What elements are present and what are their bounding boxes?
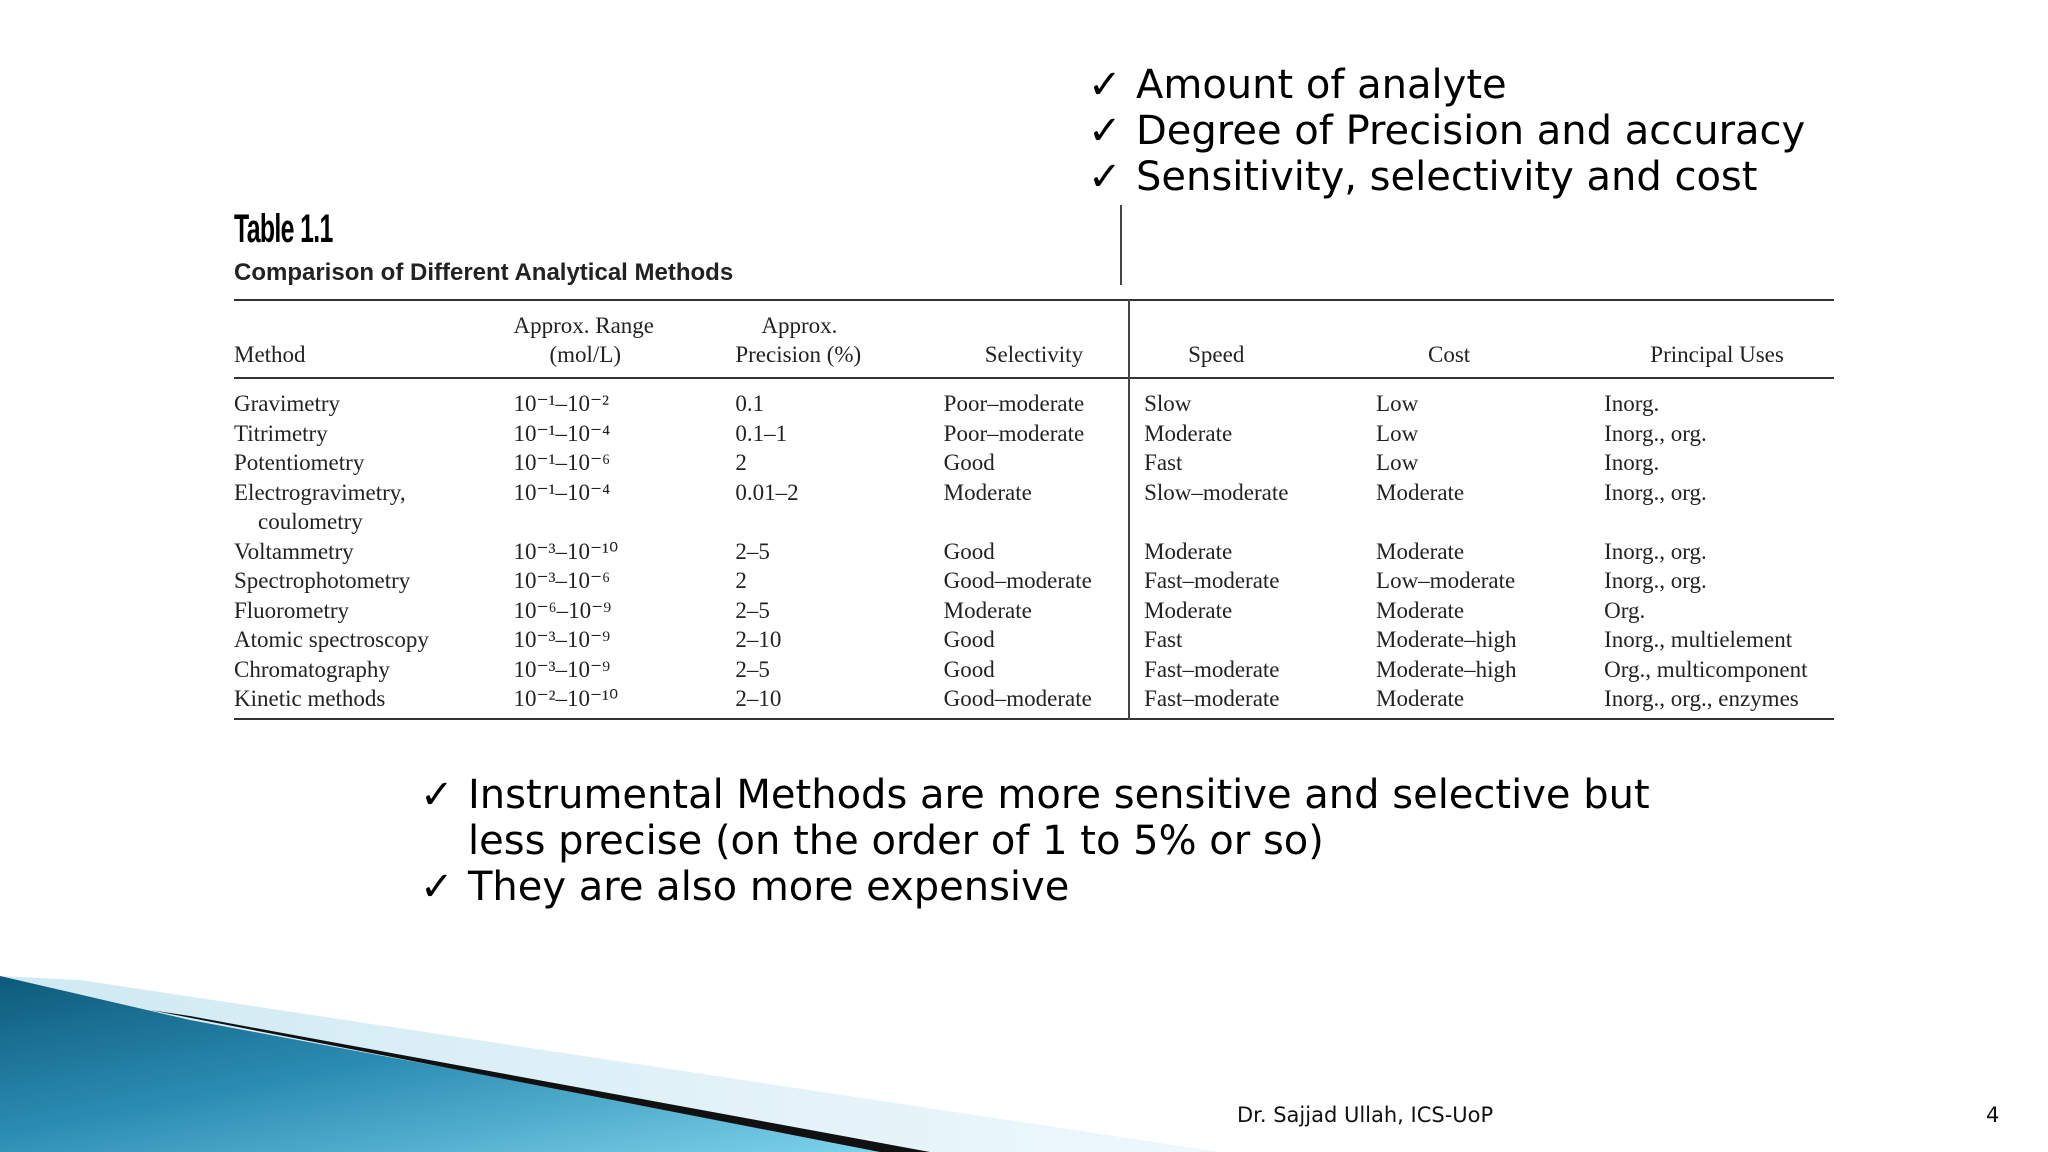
table-label: Table 1.1 (234, 207, 333, 251)
cell-precision-text: 2 (735, 450, 747, 475)
top-bullet-item (1088, 108, 1805, 154)
cell-precision (735, 537, 943, 567)
cell-range-text: 10⁻³–10⁻⁹ (513, 656, 611, 682)
comparison-table (234, 299, 1834, 720)
cell-selectivity (944, 478, 1129, 537)
cell-cost (1376, 537, 1604, 567)
cell-cost-text: Moderate (1376, 538, 1465, 564)
header-uses: Principal Uses (1650, 342, 1784, 367)
table-row (234, 655, 1834, 685)
cell-speed-text: Moderate (1144, 538, 1233, 564)
cell-speed (1129, 566, 1376, 596)
cell-precision-text: 0.1–1 (735, 420, 788, 446)
cell-method-text: Electrogravimetry, (234, 479, 406, 505)
cell-selectivity (944, 684, 1129, 719)
cell-method (234, 378, 513, 419)
cell-uses (1604, 478, 1834, 537)
cell-selectivity-text: Moderate (943, 597, 1032, 623)
table-row (234, 625, 1834, 655)
cell-cost-text: Low (1376, 391, 1419, 416)
cell-uses (1604, 378, 1834, 419)
cell-cost-text: Low–moderate (1376, 568, 1516, 593)
cell-precision-text: 0.01–2 (735, 479, 799, 505)
cell-speed (1129, 655, 1376, 685)
cell-precision-text: 2–10 (735, 627, 782, 652)
top-bullet-item (1088, 154, 1805, 200)
cell-cost (1376, 448, 1604, 478)
cell-range (513, 596, 735, 626)
cell-uses-text: Inorg. (1604, 391, 1660, 416)
cell-speed (1129, 378, 1376, 419)
cell-method-text: Chromatography (234, 656, 390, 682)
cell-precision (735, 596, 943, 626)
cell-uses-text: Inorg., org. (1604, 568, 1707, 593)
cell-uses (1604, 684, 1834, 719)
cell-range-text: 10⁻³–10⁻⁹ (513, 627, 611, 652)
cell-range-text: 10⁻¹–10⁻⁴ (513, 420, 611, 446)
cell-precision-text: 2–5 (735, 538, 770, 564)
page-number: 4 (1986, 1103, 2000, 1127)
cell-uses-text: Inorg., org. (1604, 420, 1707, 446)
cell-cost (1376, 478, 1604, 537)
cell-precision-text: 2–10 (735, 686, 782, 711)
cell-selectivity-text: Poor–moderate (943, 391, 1085, 416)
bottom-bullet-list (420, 772, 1650, 910)
bottom-bullet-text: Instrumental Methods are more sensitive and selective but (468, 772, 1650, 818)
cell-speed-text: Fast–moderate (1144, 686, 1280, 711)
cell-method-text: Fluorometry (234, 597, 349, 623)
cell-uses (1604, 566, 1834, 596)
cell-uses (1604, 625, 1834, 655)
cell-method-text: Spectrophotometry (234, 568, 411, 593)
bottom-bullet-text-cont: less precise (on the order of 1 to 5% or so) (468, 818, 1324, 864)
cell-cost-text: Moderate (1376, 597, 1465, 623)
cell-method (234, 596, 513, 626)
cell-selectivity-text: Good–moderate (943, 568, 1092, 593)
top-bullet-text: Degree of Precision and accuracy (1136, 108, 1806, 154)
cell-uses (1604, 537, 1834, 567)
cell-speed (1129, 625, 1376, 655)
table-row (234, 448, 1834, 478)
table-row (234, 566, 1834, 596)
cell-speed (1129, 478, 1376, 537)
cell-precision-text: 0.1 (735, 391, 765, 416)
cell-cost (1376, 625, 1604, 655)
table-header-row (234, 300, 1834, 378)
cell-speed-text: Moderate (1144, 420, 1233, 446)
cell-method (234, 625, 513, 655)
bottom-bullet-item (420, 772, 1650, 864)
cell-cost-text: Low (1376, 420, 1419, 446)
cell-range-text: 10⁻³–10⁻¹⁰ (513, 538, 619, 564)
cell-precision (735, 419, 943, 449)
cell-precision (735, 625, 943, 655)
cell-range (513, 378, 735, 419)
cell-cost-text: Moderate–high (1376, 656, 1517, 682)
cell-uses-text: Org., multicomponent (1604, 656, 1808, 682)
cell-selectivity (944, 419, 1129, 449)
cell-speed (1129, 448, 1376, 478)
cell-speed (1129, 684, 1376, 719)
cell-range (513, 655, 735, 685)
check-icon: ✓ (420, 864, 454, 910)
table-caption: Comparison of Different Analytical Methods (234, 259, 734, 286)
cell-range-text: 10⁻¹–10⁻⁴ (513, 479, 611, 505)
cell-range (513, 448, 735, 478)
cell-method-text: Voltammetry (234, 538, 354, 564)
cell-precision-text: 2 (735, 568, 747, 593)
top-bullet-text: Sensitivity, selectivity and cost (1136, 154, 1758, 200)
cell-speed-text: Fast (1144, 450, 1183, 475)
cell-selectivity-text: Good (943, 538, 995, 564)
cell-selectivity-text: Good (943, 627, 995, 652)
header-precision-line2: Precision (%) (735, 342, 862, 367)
cell-method-text: Atomic spectroscopy (234, 627, 429, 652)
header-precision-line1: Approx. (761, 313, 838, 338)
cell-speed (1129, 537, 1376, 567)
cell-cost-text: Moderate (1376, 479, 1465, 505)
cell-uses-text: Inorg., multielement (1604, 627, 1793, 652)
cell-range (513, 625, 735, 655)
header-speed-text: Speed (1188, 342, 1245, 367)
cell-range (513, 478, 735, 537)
cell-speed (1129, 596, 1376, 626)
cell-method-text: Potentiometry (234, 450, 365, 475)
top-bullet-list (1088, 62, 1805, 200)
cell-speed-text: Slow–moderate (1144, 479, 1289, 505)
cell-precision (735, 478, 943, 537)
cell-method (234, 566, 513, 596)
comparison-table-figure (234, 205, 1834, 720)
cell-uses (1604, 596, 1834, 626)
cell-selectivity-text: Good (943, 656, 995, 682)
cell-range-text: 10⁻³–10⁻⁶ (513, 568, 611, 593)
cell-precision (735, 566, 943, 596)
cell-uses-text: Org. (1604, 597, 1646, 623)
header-range-line1: Approx. Range (513, 313, 655, 338)
cell-range-text: 10⁻⁶–10⁻⁹ (513, 597, 612, 623)
cell-uses-text: Inorg., org. (1604, 479, 1707, 505)
cell-uses (1604, 448, 1834, 478)
header-selectivity: Selectivity (944, 300, 1129, 378)
bottom-bullet-item (420, 864, 1650, 910)
header-cost-text: Cost (1428, 342, 1471, 367)
cell-precision (735, 684, 943, 719)
header-range (513, 300, 735, 378)
table-row (234, 596, 1834, 626)
cell-selectivity (944, 566, 1129, 596)
check-icon: ✓ (1088, 62, 1122, 108)
header-cost (1376, 300, 1604, 378)
cell-range-text: 10⁻¹–10⁻² (513, 391, 610, 416)
cell-uses-text: Inorg. (1604, 450, 1660, 475)
cell-method (234, 419, 513, 449)
cell-precision-text: 2–5 (735, 597, 770, 623)
cell-range (513, 419, 735, 449)
check-icon: ✓ (1088, 154, 1122, 200)
cell-range (513, 684, 735, 719)
cell-method (234, 537, 513, 567)
cell-precision-text: 2–5 (735, 656, 770, 682)
table-row (234, 478, 1834, 537)
check-icon: ✓ (420, 772, 454, 818)
cell-speed-text: Fast (1144, 627, 1183, 652)
cell-cost (1376, 566, 1604, 596)
cell-method (234, 478, 513, 537)
cell-speed-text: Slow (1144, 391, 1192, 416)
cell-cost (1376, 419, 1604, 449)
cell-selectivity (944, 448, 1129, 478)
cell-uses-text: Inorg., org., enzymes (1604, 686, 1799, 711)
cell-method (234, 684, 513, 719)
cell-speed (1129, 419, 1376, 449)
cell-selectivity (944, 625, 1129, 655)
cell-uses (1604, 419, 1834, 449)
cell-selectivity-text: Poor–moderate (943, 420, 1085, 446)
footer-author: Dr. Sajjad Ullah, ICS-UoP (1237, 1103, 1494, 1127)
header-range-line2: (mol/L) (549, 342, 622, 367)
table-row (234, 378, 1834, 419)
cell-range-text: 10⁻¹–10⁻⁶ (513, 450, 611, 475)
table-row (234, 419, 1834, 449)
cell-range (513, 566, 735, 596)
cell-selectivity-text: Good–moderate (943, 686, 1092, 711)
header-method: Method (234, 342, 306, 367)
cell-method (234, 448, 513, 478)
cell-cost-text: Moderate (1376, 686, 1465, 711)
cell-precision (735, 448, 943, 478)
cell-selectivity (944, 596, 1129, 626)
cell-method-cont: coulometry (258, 509, 363, 534)
header-speed (1129, 300, 1376, 378)
top-bullet-item (1088, 62, 1805, 108)
cell-selectivity (944, 378, 1129, 419)
cell-speed-text: Fast–moderate (1144, 656, 1280, 682)
cell-cost (1376, 655, 1604, 685)
cell-speed-text: Moderate (1144, 597, 1233, 623)
cell-selectivity (944, 655, 1129, 685)
cell-method-text: Kinetic methods (234, 686, 386, 711)
cell-range-text: 10⁻²–10⁻¹⁰ (513, 686, 619, 711)
slide-decoration (0, 960, 1220, 1152)
cell-method (234, 655, 513, 685)
cell-precision (735, 655, 943, 685)
cell-cost (1376, 596, 1604, 626)
header-precision (735, 300, 943, 378)
cell-uses-text: Inorg., org. (1604, 538, 1707, 564)
cell-cost-text: Low (1376, 450, 1419, 475)
cell-method-text: Gravimetry (234, 391, 341, 416)
cell-selectivity-text: Moderate (943, 479, 1032, 505)
cell-cost-text: Moderate–high (1376, 627, 1517, 652)
cell-speed-text: Fast–moderate (1144, 568, 1280, 593)
cell-precision (735, 378, 943, 419)
bottom-bullet-text: They are also more expensive (468, 864, 1070, 910)
cell-cost (1376, 378, 1604, 419)
table-row (234, 684, 1834, 719)
check-icon: ✓ (1088, 108, 1122, 154)
top-bullet-text: Amount of analyte (1136, 62, 1507, 108)
cell-method-text: Titrimetry (234, 420, 328, 446)
cell-cost (1376, 684, 1604, 719)
cell-uses (1604, 655, 1834, 685)
cell-range (513, 537, 735, 567)
cell-selectivity (944, 537, 1129, 567)
cell-selectivity-text: Good (943, 450, 995, 475)
table-row (234, 537, 1834, 567)
